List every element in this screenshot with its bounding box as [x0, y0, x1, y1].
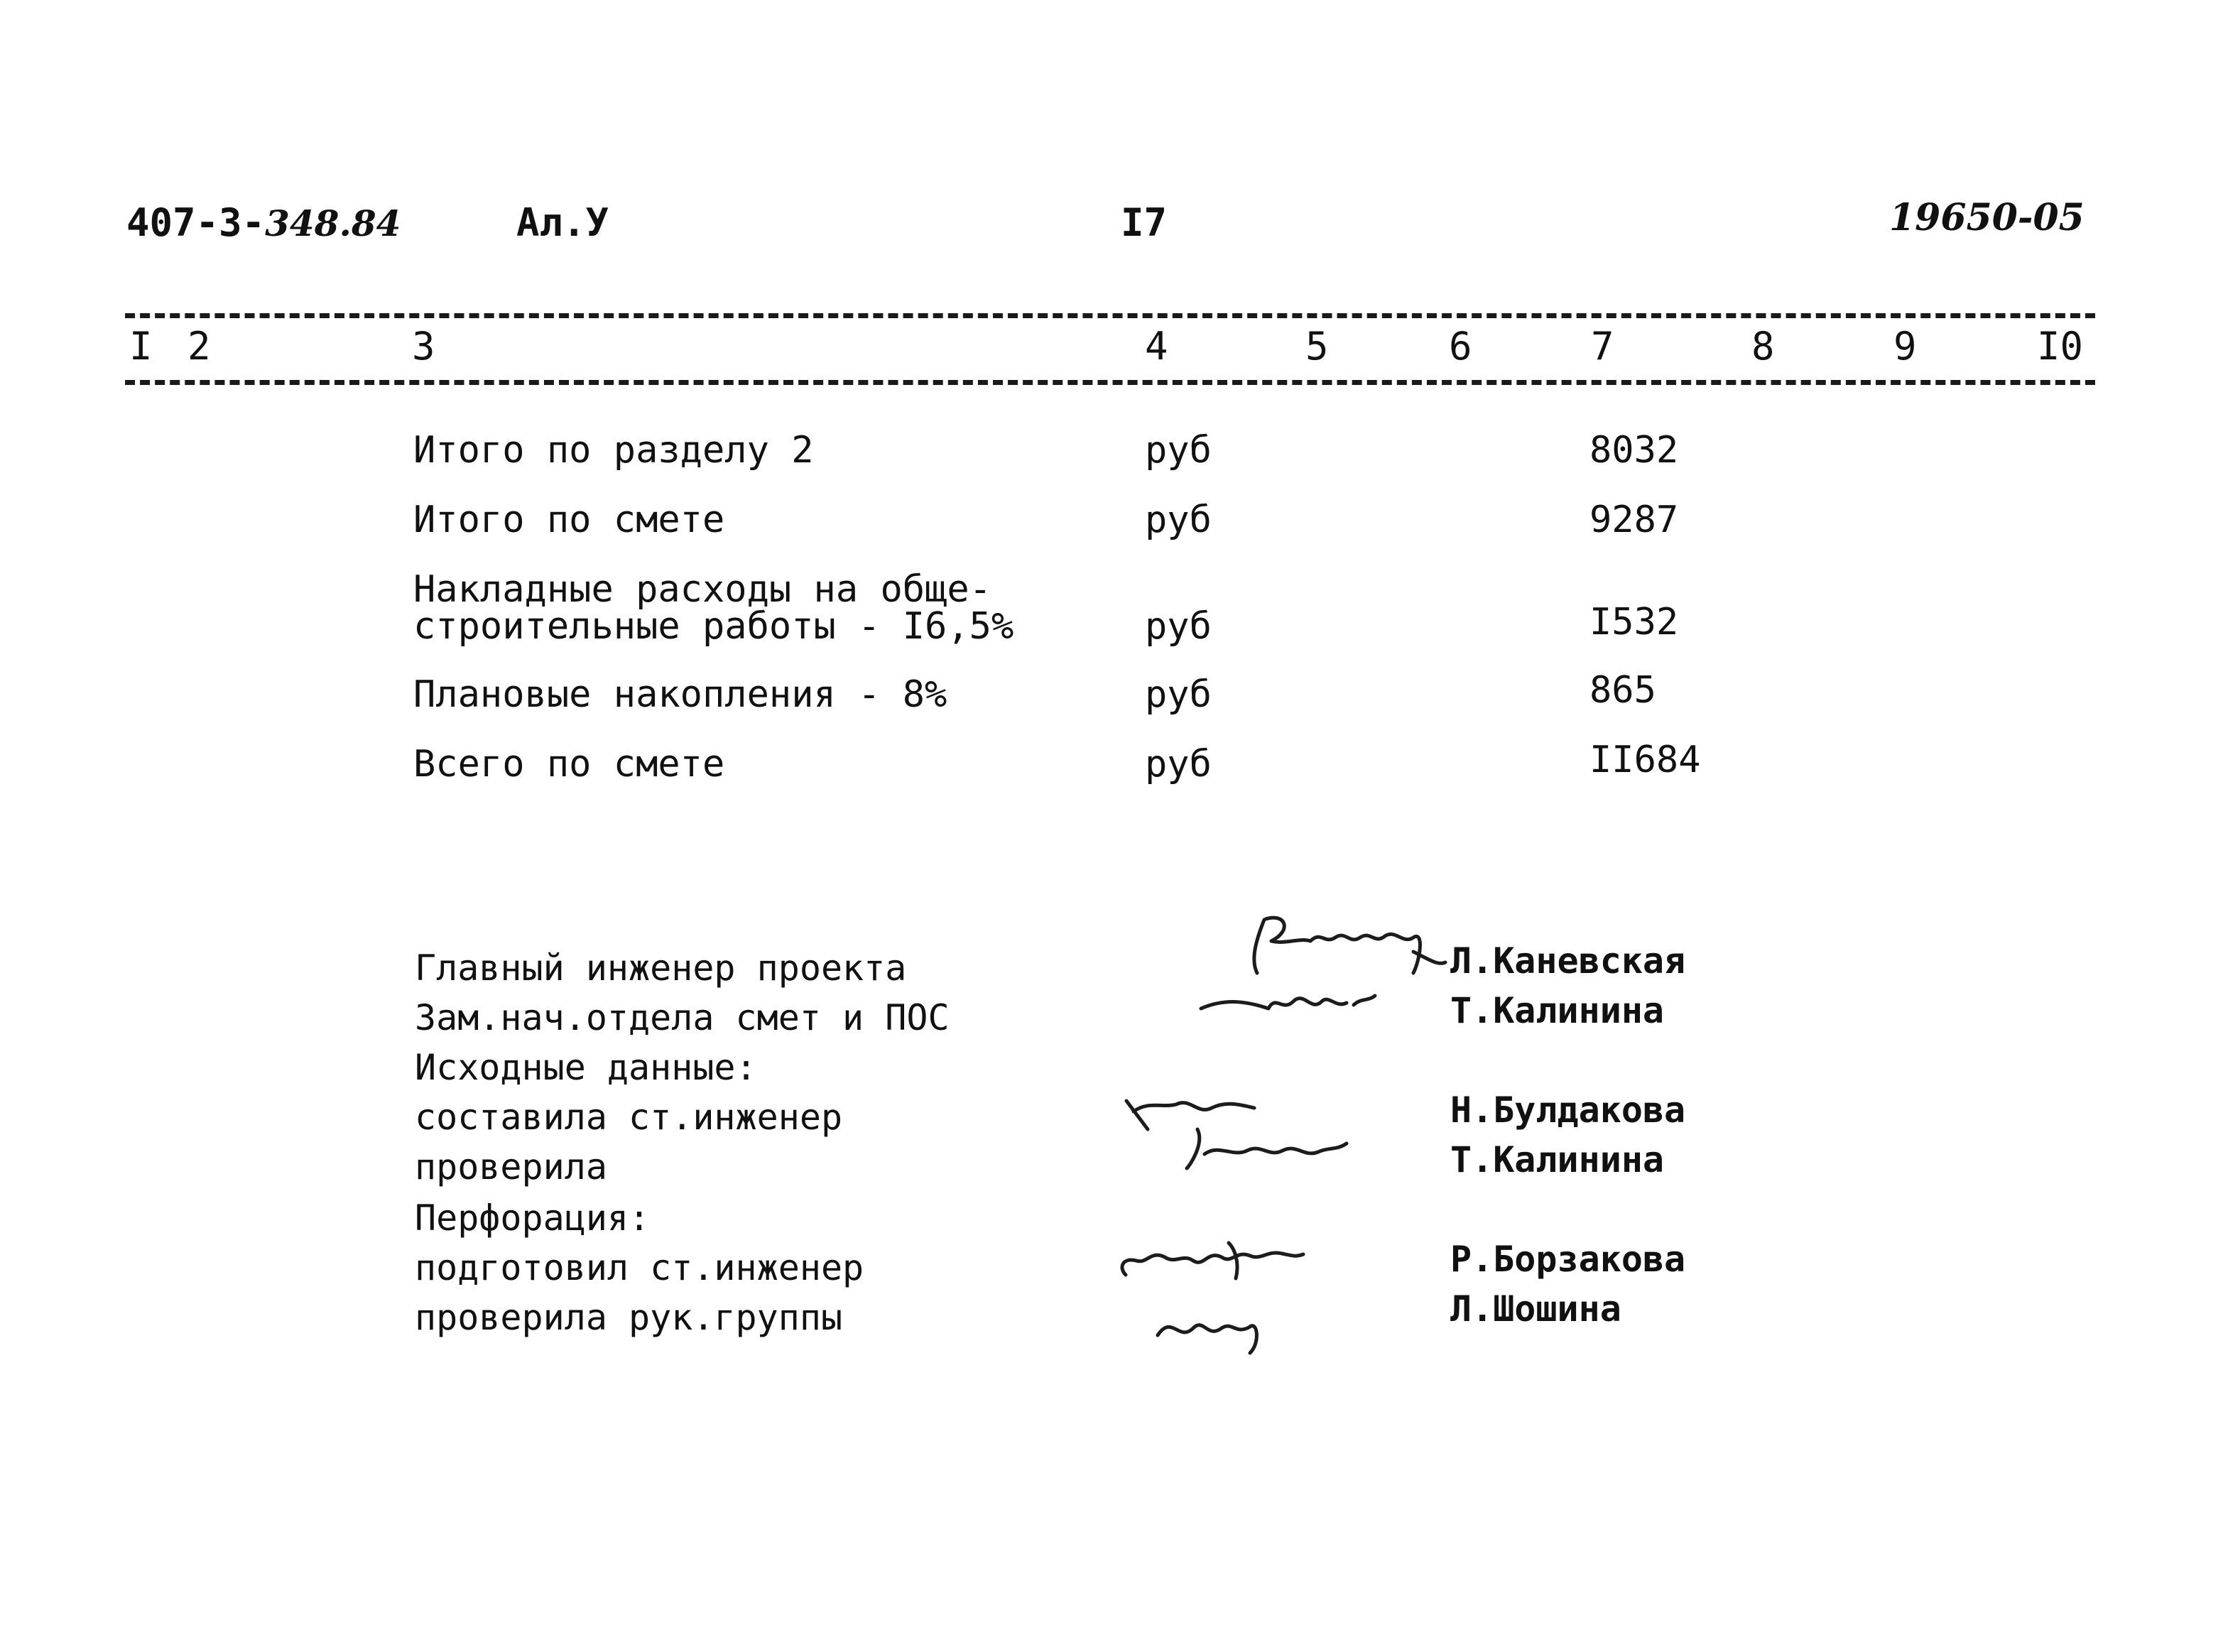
column-number: 9 [1893, 324, 1917, 369]
role-checked-by: проверила [415, 1146, 607, 1188]
row-unit: руб [1145, 499, 1212, 541]
signature-compiled-by [1119, 1087, 1354, 1179]
name-prepared-by: Р.Борзакова [1450, 1239, 1686, 1280]
row-name: Итого по смете [413, 499, 725, 541]
column-number: 2 [187, 324, 211, 369]
row-name: Итого по разделу 2 [413, 429, 814, 472]
row-name: Плановые накопления - 8% [413, 673, 947, 716]
row-unit: руб [1145, 673, 1212, 716]
name-compiled-by: Н.Булдакова [1450, 1089, 1686, 1131]
column-number: I [129, 324, 153, 369]
signature-chief-engineer [1243, 909, 1449, 987]
name-checked-by: Т.Калинина [1450, 1139, 1665, 1180]
header-rule-top [125, 313, 2095, 318]
heading-perforation: Перфорация: [415, 1197, 651, 1239]
document-code-printed: 407-3- [126, 200, 266, 245]
role-prepared-by: подготовил ст.инженер [415, 1247, 864, 1288]
row-value: 9287 [1589, 499, 1679, 541]
column-number: 8 [1751, 324, 1775, 369]
row-value: 865 [1589, 669, 1656, 712]
page-number: I7 [1121, 200, 1168, 245]
column-number: 6 [1449, 324, 1472, 369]
column-number: I0 [2037, 324, 2084, 369]
row-value: I532 [1589, 601, 1679, 643]
row-unit: руб [1145, 605, 1212, 648]
album-label: Ал.У [516, 200, 609, 245]
row-unit: руб [1145, 429, 1212, 472]
column-number: 7 [1591, 324, 1614, 369]
signature-deputy-head [1197, 980, 1382, 1023]
inventory-number-handwritten: 19650-05 [1889, 196, 2085, 239]
name-chief-engineer: Л.Каневская [1450, 940, 1686, 982]
row-name: Всего по смете [413, 743, 725, 786]
row-unit: руб [1145, 743, 1212, 786]
heading-source-data: Исходные данные: [415, 1047, 757, 1088]
document-code [126, 200, 401, 245]
document-code-handwritten: 348.84 [265, 202, 401, 244]
row-name-line2: строительные работы - I6,5% [413, 605, 1014, 648]
column-number: 4 [1145, 324, 1168, 369]
column-number: 5 [1305, 324, 1329, 369]
role-group-head: проверила рук.группы [415, 1297, 843, 1338]
row-value: II684 [1589, 739, 1701, 781]
role-deputy-head: Зам.нач.отдела смет и ПОС [415, 997, 950, 1038]
role-chief-engineer: Главный инженер проекта [415, 947, 907, 989]
name-group-head: Л.Шошина [1450, 1288, 1621, 1330]
name-deputy-head: Т.Калинина [1450, 990, 1665, 1031]
row-value: 8032 [1589, 429, 1679, 472]
row-name-line1: Накладные расходы на обще- [413, 568, 991, 611]
header-rule-bottom [125, 380, 2095, 385]
role-compiled-by: составила ст.инженер [415, 1097, 843, 1138]
signature-prepared-by [1115, 1236, 1307, 1357]
column-number: 3 [412, 324, 435, 369]
